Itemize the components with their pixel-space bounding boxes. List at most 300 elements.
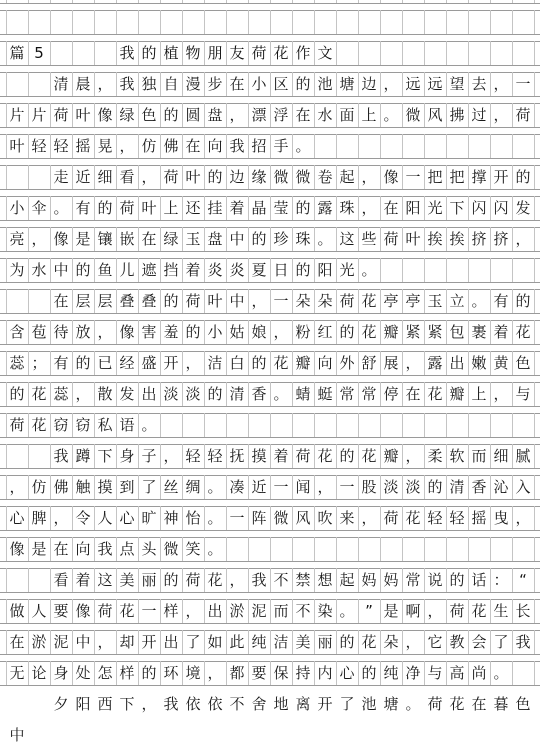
grid-cell: 小 — [9, 198, 25, 217]
grid-cell: 。 — [405, 694, 421, 713]
grid-cell: ， — [361, 508, 377, 527]
text-row — [0, 568, 546, 592]
grid-cell: 荷 — [295, 446, 311, 465]
grid-cell: 区 — [273, 74, 289, 93]
grid-cell — [160, 0, 182, 3]
grid-cell — [424, 413, 446, 437]
grid-cell: 怡 — [185, 508, 201, 527]
grid-cell — [402, 258, 424, 282]
grid-cell: 花 — [273, 43, 289, 62]
grid-cell: 浮 — [273, 105, 289, 124]
grid-cell — [402, 134, 424, 158]
grid-cell — [138, 0, 160, 3]
grid-cell: 色 — [515, 353, 531, 372]
grid-cell — [490, 537, 512, 561]
grid-cell: 的 — [185, 322, 201, 341]
grid-cell: 像 — [75, 601, 91, 620]
grid-cell: 步 — [207, 74, 223, 93]
grid-rule — [0, 437, 540, 438]
grid-cell — [270, 723, 292, 747]
grid-cell: 像 — [383, 167, 399, 186]
grid-cell — [358, 537, 380, 561]
grid-cell: 的 — [295, 260, 311, 279]
grid-cell: 入 — [515, 477, 531, 496]
grid-cell: 吹 — [317, 508, 333, 527]
grid-cell: 一 — [141, 601, 157, 620]
grid-cell — [182, 0, 204, 3]
grid-cell: 染 — [317, 601, 333, 620]
grid-cell — [28, 692, 50, 716]
grid-cell — [226, 537, 248, 561]
grid-cell: 姑 — [229, 322, 245, 341]
grid-cell — [72, 10, 94, 34]
grid-cell: 离 — [295, 694, 311, 713]
grid-cell: 挨 — [449, 229, 465, 248]
grid-cell — [6, 0, 28, 3]
grid-cell: 的 — [163, 105, 179, 124]
grid-cell: 人 — [31, 601, 47, 620]
grid-cell — [6, 692, 28, 716]
grid-cell: 微 — [273, 167, 289, 186]
grid-cell — [50, 10, 72, 34]
grid-cell: 身 — [53, 663, 69, 682]
grid-cell: 手 — [273, 136, 289, 155]
grid-cell: 一 — [515, 74, 531, 93]
grid-cell — [182, 10, 204, 34]
grid-cell: 边 — [229, 167, 245, 186]
grid-cell — [292, 413, 314, 437]
grid-cell — [402, 41, 424, 65]
grid-cell: 阳 — [405, 198, 421, 217]
grid-cell: 在 — [53, 291, 69, 310]
grid-cell: 上 — [471, 384, 487, 403]
grid-cell: 的 — [141, 43, 157, 62]
grid-cell: 荷 — [9, 415, 25, 434]
grid-cell — [446, 41, 468, 65]
grid-cell — [28, 0, 50, 3]
grid-cell — [6, 72, 28, 96]
grid-cell: 池 — [361, 694, 377, 713]
grid-cell: 点 — [119, 539, 135, 558]
grid-cell: 的 — [339, 632, 355, 651]
grid-cell — [314, 413, 336, 437]
grid-cell: 花 — [427, 384, 443, 403]
grid-cell: 叠 — [141, 291, 157, 310]
grid-cell: 中 — [229, 229, 245, 248]
grid-cell: 风 — [295, 508, 311, 527]
grid-cell: 花 — [361, 632, 377, 651]
grid-cell: 蕊 — [53, 384, 69, 403]
grid-cell: 黄 — [493, 353, 509, 372]
grid-cell: 中 — [53, 260, 69, 279]
grid-cell — [446, 537, 468, 561]
text-row — [0, 0, 546, 3]
grid-cell — [358, 134, 380, 158]
grid-cell: 下 — [119, 694, 135, 713]
grid-cell: 上 — [163, 198, 179, 217]
grid-cell: 腻 — [515, 446, 531, 465]
grid-cell: 花 — [471, 601, 487, 620]
grid-cell: 叶 — [141, 198, 157, 217]
grid-cell — [336, 41, 358, 65]
grid-cell: 是 — [75, 229, 91, 248]
grid-cell: 过 — [471, 105, 487, 124]
grid-cell: 挤 — [493, 229, 509, 248]
grid-cell — [468, 0, 490, 3]
grid-cell: 禁 — [295, 570, 311, 589]
grid-rule — [0, 375, 540, 376]
grid-cell: 软 — [449, 446, 465, 465]
grid-rule — [0, 592, 540, 593]
grid-cell — [512, 134, 534, 158]
grid-cell — [270, 0, 292, 3]
grid-cell — [380, 537, 402, 561]
grid-cell: 轻 — [207, 446, 223, 465]
grid-cell — [270, 413, 292, 437]
grid-cell: 文 — [317, 43, 333, 62]
grid-cell — [446, 10, 468, 34]
grid-cell: 淤 — [31, 632, 47, 651]
grid-cell: 玉 — [427, 291, 443, 310]
grid-cell: 丝 — [163, 477, 179, 496]
grid-cell: 的 — [251, 229, 267, 248]
grid-cell: 遮 — [141, 260, 157, 279]
grid-cell: 净 — [405, 663, 421, 682]
text-row — [0, 103, 546, 127]
grid-cell: 远 — [405, 74, 421, 93]
grid-cell: 叶 — [207, 291, 223, 310]
grid-cell — [446, 258, 468, 282]
grid-cell: 做 — [9, 601, 25, 620]
grid-cell: 紧 — [427, 322, 443, 341]
grid-cell — [248, 0, 270, 3]
grid-cell: 说 — [427, 570, 443, 589]
grid-cell: 我 — [251, 570, 267, 589]
grid-cell: 荷 — [185, 570, 201, 589]
grid-cell: 植 — [163, 43, 179, 62]
grid-cell: 纯 — [251, 632, 267, 651]
grid-cell — [72, 723, 94, 747]
grid-cell: 瓣 — [449, 384, 465, 403]
grid-cell: 私 — [97, 415, 113, 434]
grid-cell — [94, 0, 116, 3]
grid-cell: 莹 — [273, 198, 289, 217]
grid-cell: 不 — [273, 570, 289, 589]
grid-cell: ， — [31, 229, 47, 248]
text-row — [0, 258, 546, 282]
grid-rule — [0, 65, 540, 66]
grid-cell: 生 — [493, 601, 509, 620]
grid-cell — [314, 537, 336, 561]
grid-cell: 叶 — [75, 105, 91, 124]
grid-cell: 盘 — [207, 229, 223, 248]
grid-cell: 在 — [53, 539, 69, 558]
grid-cell: 5 — [34, 43, 44, 62]
grid-cell: 在 — [383, 198, 399, 217]
grid-cell: 瓣 — [295, 353, 311, 372]
grid-cell: 下 — [97, 446, 113, 465]
grid-cell: 仿 — [141, 136, 157, 155]
grid-cell — [512, 661, 534, 685]
grid-cell: 想 — [317, 570, 333, 589]
grid-cell — [6, 289, 28, 313]
grid-cell — [336, 413, 358, 437]
text-row — [0, 165, 546, 189]
grid-cell — [380, 134, 402, 158]
grid-cell: 微 — [295, 167, 311, 186]
grid-cell: 像 — [53, 229, 69, 248]
grid-cell — [424, 537, 446, 561]
grid-cell — [314, 10, 336, 34]
grid-cell: 佛 — [163, 136, 179, 155]
grid-cell: 闻 — [295, 477, 311, 496]
grid-cell: ， — [97, 632, 113, 651]
grid-cell: 妈 — [361, 570, 377, 589]
text-row — [0, 289, 546, 313]
grid-cell: 舍 — [251, 694, 267, 713]
grid-cell: 像 — [97, 105, 113, 124]
grid-cell: 的 — [515, 291, 531, 310]
grid-rule — [0, 685, 540, 686]
grid-cell: 近 — [75, 167, 91, 186]
grid-cell: 出 — [141, 384, 157, 403]
grid-cell: 层 — [97, 291, 113, 310]
grid-cell: 泥 — [251, 601, 267, 620]
grid-cell — [512, 413, 534, 437]
grid-cell: ， — [75, 384, 91, 403]
grid-cell: 镶 — [97, 229, 113, 248]
grid-cell: 看 — [119, 167, 135, 186]
grid-cell: ， — [427, 601, 443, 620]
grid-cell: 炎 — [229, 260, 245, 279]
grid-cell: 中 — [229, 291, 245, 310]
grid-cell: ， — [141, 694, 157, 713]
grid-cell: 身 — [119, 446, 135, 465]
grid-cell — [226, 723, 248, 747]
grid-cell: 篇 — [9, 43, 25, 62]
grid-rule — [0, 282, 540, 283]
grid-cell: 望 — [449, 74, 465, 93]
text-row — [0, 227, 546, 251]
grid-cell: 走 — [53, 167, 69, 186]
grid-cell: 看 — [53, 570, 69, 589]
grid-cell — [270, 10, 292, 34]
grid-cell: 笑 — [185, 539, 201, 558]
grid-cell: 花 — [31, 384, 47, 403]
grid-cell: 朵 — [295, 291, 311, 310]
grid-cell: 荷 — [185, 291, 201, 310]
grid-cell: 塘 — [383, 694, 399, 713]
grid-cell: 不 — [295, 601, 311, 620]
grid-cell: 。 — [207, 539, 223, 558]
grid-cell: 荷 — [53, 105, 69, 124]
text-row — [0, 72, 546, 96]
grid-cell: 却 — [119, 632, 135, 651]
grid-cell: 去 — [471, 74, 487, 93]
grid-cell: 舒 — [361, 353, 377, 372]
grid-cell: 阳 — [317, 260, 333, 279]
grid-cell: 要 — [251, 663, 267, 682]
grid-cell: 的 — [141, 663, 157, 682]
grid-cell: 珠 — [339, 198, 355, 217]
grid-cell: 为 — [9, 260, 25, 279]
grid-cell: 子 — [141, 446, 157, 465]
grid-cell: 此 — [229, 632, 245, 651]
grid-cell: 一 — [273, 477, 289, 496]
grid-cell: 。 — [471, 291, 487, 310]
grid-cell: 着 — [229, 198, 245, 217]
grid-cell — [248, 723, 270, 747]
grid-cell: 。 — [53, 198, 69, 217]
grid-cell: 淡 — [185, 384, 201, 403]
grid-cell: 到 — [119, 477, 135, 496]
grid-cell — [336, 10, 358, 34]
grid-cell: ， — [405, 632, 421, 651]
grid-cell: 境 — [185, 663, 201, 682]
grid-cell: 怎 — [97, 663, 113, 682]
grid-cell: 叶 — [9, 136, 25, 155]
grid-cell: ， — [163, 446, 179, 465]
grid-cell: 发 — [119, 384, 135, 403]
grid-cell — [446, 0, 468, 3]
grid-cell — [50, 0, 72, 3]
grid-cell: 绸 — [185, 477, 201, 496]
grid-cell — [468, 413, 490, 437]
grid-cell: 展 — [383, 353, 399, 372]
grid-cell: 香 — [251, 384, 267, 403]
grid-cell: 朋 — [207, 43, 223, 62]
grid-cell: 闪 — [471, 198, 487, 217]
grid-cell — [292, 723, 314, 747]
grid-cell — [204, 413, 226, 437]
grid-cell: 佛 — [53, 477, 69, 496]
grid-cell: 的 — [75, 353, 91, 372]
grid-cell — [468, 537, 490, 561]
grid-cell — [28, 568, 50, 592]
grid-cell: 挤 — [471, 229, 487, 248]
grid-cell: 水 — [317, 105, 333, 124]
grid-cell: 摸 — [251, 446, 267, 465]
text-row — [0, 10, 546, 34]
grid-cell: 塘 — [339, 74, 355, 93]
grid-cell — [446, 413, 468, 437]
grid-cell — [204, 10, 226, 34]
grid-cell: 中 — [75, 632, 91, 651]
grid-cell: 鱼 — [97, 260, 113, 279]
grid-cell: 的 — [9, 384, 25, 403]
grid-cell: 旷 — [141, 508, 157, 527]
grid-rule — [0, 468, 540, 469]
grid-cell — [292, 10, 314, 34]
grid-cell: 粉 — [295, 322, 311, 341]
grid-cell: 撑 — [471, 167, 487, 186]
grid-cell: 蕊 — [9, 353, 25, 372]
grid-cell — [446, 723, 468, 747]
grid-cell: 摸 — [97, 477, 113, 496]
grid-cell: 是 — [383, 601, 399, 620]
grid-cell: ， — [97, 74, 113, 93]
text-row — [0, 537, 546, 561]
grid-cell: 花 — [207, 570, 223, 589]
grid-cell: 层 — [75, 291, 91, 310]
grid-cell: 凑 — [229, 477, 245, 496]
grid-cell: 红 — [317, 322, 333, 341]
grid-cell: 我 — [515, 632, 531, 651]
grid-cell: 要 — [53, 601, 69, 620]
grid-cell — [468, 134, 490, 158]
grid-cell — [512, 723, 534, 747]
grid-cell: 摇 — [471, 508, 487, 527]
grid-cell: 花 — [361, 322, 377, 341]
grid-cell — [314, 0, 336, 3]
grid-cell: 有 — [493, 291, 509, 310]
grid-cell: 物 — [185, 43, 201, 62]
grid-cell: 起 — [339, 167, 355, 186]
grid-cell: 的 — [207, 384, 223, 403]
grid-cell: 立 — [449, 291, 465, 310]
grid-cell: 是 — [31, 539, 47, 558]
grid-cell — [116, 0, 138, 3]
grid-cell: 光 — [339, 260, 355, 279]
grid-cell: 朵 — [383, 632, 399, 651]
grid-cell — [182, 723, 204, 747]
grid-cell — [182, 413, 204, 437]
grid-cell — [380, 723, 402, 747]
grid-cell: 叶 — [185, 167, 201, 186]
grid-cell — [336, 134, 358, 158]
grid-cell — [490, 723, 512, 747]
grid-cell — [226, 10, 248, 34]
grid-cell: 。 — [207, 508, 223, 527]
grid-cell: 常 — [405, 570, 421, 589]
grid-cell — [226, 0, 248, 3]
grid-cell: 尚 — [471, 663, 487, 682]
grid-cell: 把 — [427, 167, 443, 186]
grid-cell: 淡 — [405, 477, 421, 496]
grid-cell: 神 — [163, 508, 179, 527]
grid-cell: 害 — [141, 322, 157, 341]
grid-cell: ， — [317, 477, 333, 496]
grid-cell — [380, 41, 402, 65]
text-row — [0, 320, 546, 344]
grid-rule — [0, 3, 540, 4]
grid-cell: 处 — [75, 663, 91, 682]
grid-cell: 阳 — [75, 694, 91, 713]
grid-cell — [424, 41, 446, 65]
grid-cell: 着 — [185, 260, 201, 279]
grid-cell: 开 — [493, 167, 509, 186]
grid-cell: 清 — [449, 477, 465, 496]
grid-cell: 了 — [141, 477, 157, 496]
grid-cell: 开 — [317, 694, 333, 713]
grid-cell: 地 — [273, 694, 289, 713]
grid-cell: ， — [383, 74, 399, 93]
grid-cell: 在 — [295, 105, 311, 124]
grid-cell: 边 — [361, 74, 377, 93]
grid-cell: 头 — [141, 539, 157, 558]
grid-cell — [72, 0, 94, 3]
grid-cell: 夏 — [251, 260, 267, 279]
grid-cell: 花 — [361, 446, 377, 465]
text-row — [0, 599, 546, 623]
grid-cell: 的 — [339, 446, 355, 465]
grid-cell: 。 — [361, 260, 377, 279]
grid-cell — [292, 0, 314, 3]
grid-cell: ， — [185, 353, 201, 372]
grid-cell — [6, 165, 28, 189]
grid-cell: 亭 — [405, 291, 421, 310]
grid-cell: 一 — [229, 508, 245, 527]
